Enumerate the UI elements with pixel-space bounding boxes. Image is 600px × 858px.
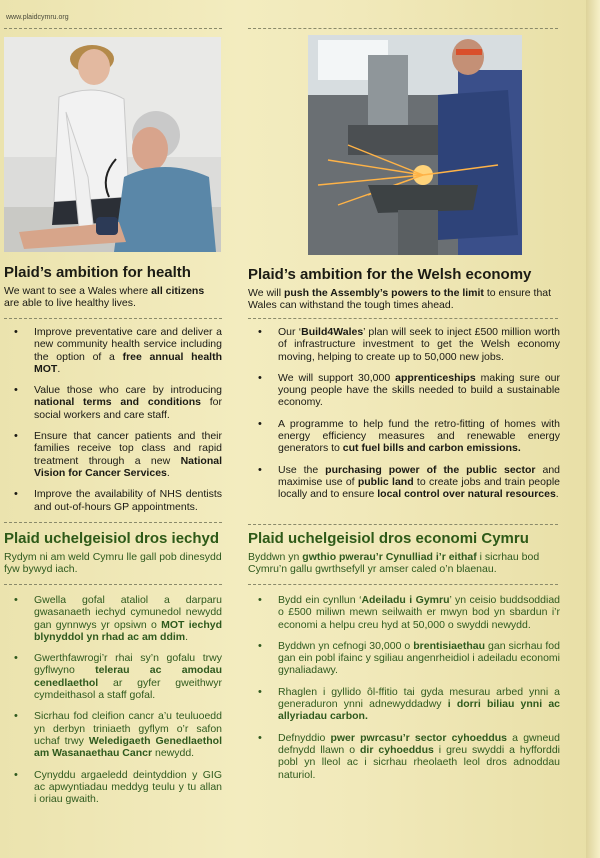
list-item: • Value those who care by introducing national terms and conditions for social workers and care staff. xyxy=(4,384,222,421)
list-item: • Our ‘Build4Wales’ plan will seek to inject £500 million worth of infrastructure investment to get the Welsh economy moving, helping to create up to 50,000 new jobs. xyxy=(248,326,560,363)
list-item: • Byddwn yn cefnogi 30,000 o brentisiaethau gan sicrhau fod gan ein pobl ifainc y sgiliau angenrheidiol i adeiladu economi gynaliadawy. xyxy=(248,640,560,677)
health-rule xyxy=(4,318,222,319)
top-rule-left xyxy=(4,28,222,29)
photo-economy xyxy=(308,35,522,255)
photo-health xyxy=(4,37,221,252)
welder-sparks-photo-icon xyxy=(308,242,522,255)
health-intro: We want to see a Wales where all citizens are able to live healthy lives. xyxy=(4,285,205,309)
list-item: • Gwella gofal ataliol a darparu gwasanaeth iechyd cymunedol newydd gan gynnwys yr opsiwn o MOT iechyd blynyddol yn rhad ac am ddim. xyxy=(4,594,222,643)
economy-column xyxy=(248,266,560,311)
economy-rule-cy xyxy=(248,584,558,585)
doctor-patient-photo-icon xyxy=(4,239,221,252)
list-item: • Sicrhau fod cleifion cancr a’u teuluoedd yn derbyn triniaeth gyflym o’r safon uchaf trwy Weledigaeth Genedlaethol am Wasanaethau Cancr newydd. xyxy=(4,710,222,759)
top-rule-right xyxy=(248,28,558,29)
health-list-cy xyxy=(4,594,222,814)
list-item: • Cynyddu argaeledd deintyddion y GIG ac apwyntiadau meddyg teulu y tu allan i oriau gwaith. xyxy=(4,769,222,806)
list-item: • We will support 30,000 apprenticeships making sure our young people have the skills needed to build a sustainable economy. xyxy=(248,372,560,409)
list-item: • A programme to help fund the retro-fitting of homes with energy efficiency measures and renewable energy generators to cut fuel bills and carbon emissions. xyxy=(248,418,560,455)
health-heading-cy: Plaid uchelgeisiol dros iechyd xyxy=(4,530,220,547)
economy-intro: We will push the Assembly’s powers to the limit to ensure that Wales can withstand the tough times ahead. xyxy=(248,287,552,311)
mid-rule-right xyxy=(248,524,558,525)
list-item: • Use the purchasing power of the public sector and maximise use of public land to create jobs and train people locally and to ensure local control over natural resources. xyxy=(248,464,560,501)
health-column xyxy=(4,264,222,309)
economy-list-cy xyxy=(248,594,560,790)
economy-rule xyxy=(248,318,558,319)
list-item: • Rhaglen i gyllido ôl-ffitio tai gyda mesurau arbed ynni a generaduron ynni adnewyddadwy i dorri biliau ynni ac allyriadau carbon. xyxy=(248,686,560,723)
economy-heading: Plaid’s ambition for the Welsh economy xyxy=(248,266,532,283)
list-item: • Ensure that cancer patients and their families receive top class and rapid treatment through a new National Vision for Cancer Services. xyxy=(4,430,222,479)
economy-intro-cy: Byddwn yn gwthio pwerau’r Cynulliad i’r eithaf i sicrhau bod Cymru’n gallu gwrthsefyll yr amser caled o’n blaenau. xyxy=(248,551,540,575)
health-heading: Plaid’s ambition for health xyxy=(4,264,191,281)
list-item: • Improve the availability of NHS dentists and out-of-hours GP appointments. xyxy=(4,488,222,513)
health-list xyxy=(4,326,222,522)
list-item: • Gwerthfawrogi’r rhai sy’n gofalu trwy gyflwyno telerau ac amodau cenedlaethol ar gyfer gweithwyr cymdeithasol a staff gofal. xyxy=(4,652,222,701)
website-url: www.plaidcymru.org xyxy=(6,14,69,21)
list-item: • Bydd ein cynllun ‘Adeiladu i Gymru’ yn ceisio buddsoddiad o £500 miliwn mewn seilwaith er mwyn bod yn sbardun i’r economi a helpu creu hyd at 50,000 o swyddi newydd. xyxy=(248,594,560,631)
health-rule-cy xyxy=(4,584,222,585)
health-column-cy xyxy=(4,530,222,575)
health-intro-cy: Rydym ni am weld Cymru lle gall pob dinesydd fyw bywyd iach. xyxy=(4,551,222,575)
economy-list xyxy=(248,326,560,510)
list-item: • Defnyddio pwer pwrcasu’r sector cyhoeddus a gwneud defnydd llawn o dir cyhoeddus i greu swyddi a hyfforddi pobl yn lleol ac i sicrhau rheolaeth leol dros adnoddau naturiol. xyxy=(248,732,560,781)
economy-column-cy xyxy=(248,530,560,575)
page-binding-edge xyxy=(586,0,600,858)
mid-rule-left xyxy=(4,522,222,523)
list-item: • Improve preventative care and deliver a new community health service including the option of a free annual health MOT. xyxy=(4,326,222,375)
economy-heading-cy: Plaid uchelgeisiol dros economi Cymru xyxy=(248,530,529,547)
